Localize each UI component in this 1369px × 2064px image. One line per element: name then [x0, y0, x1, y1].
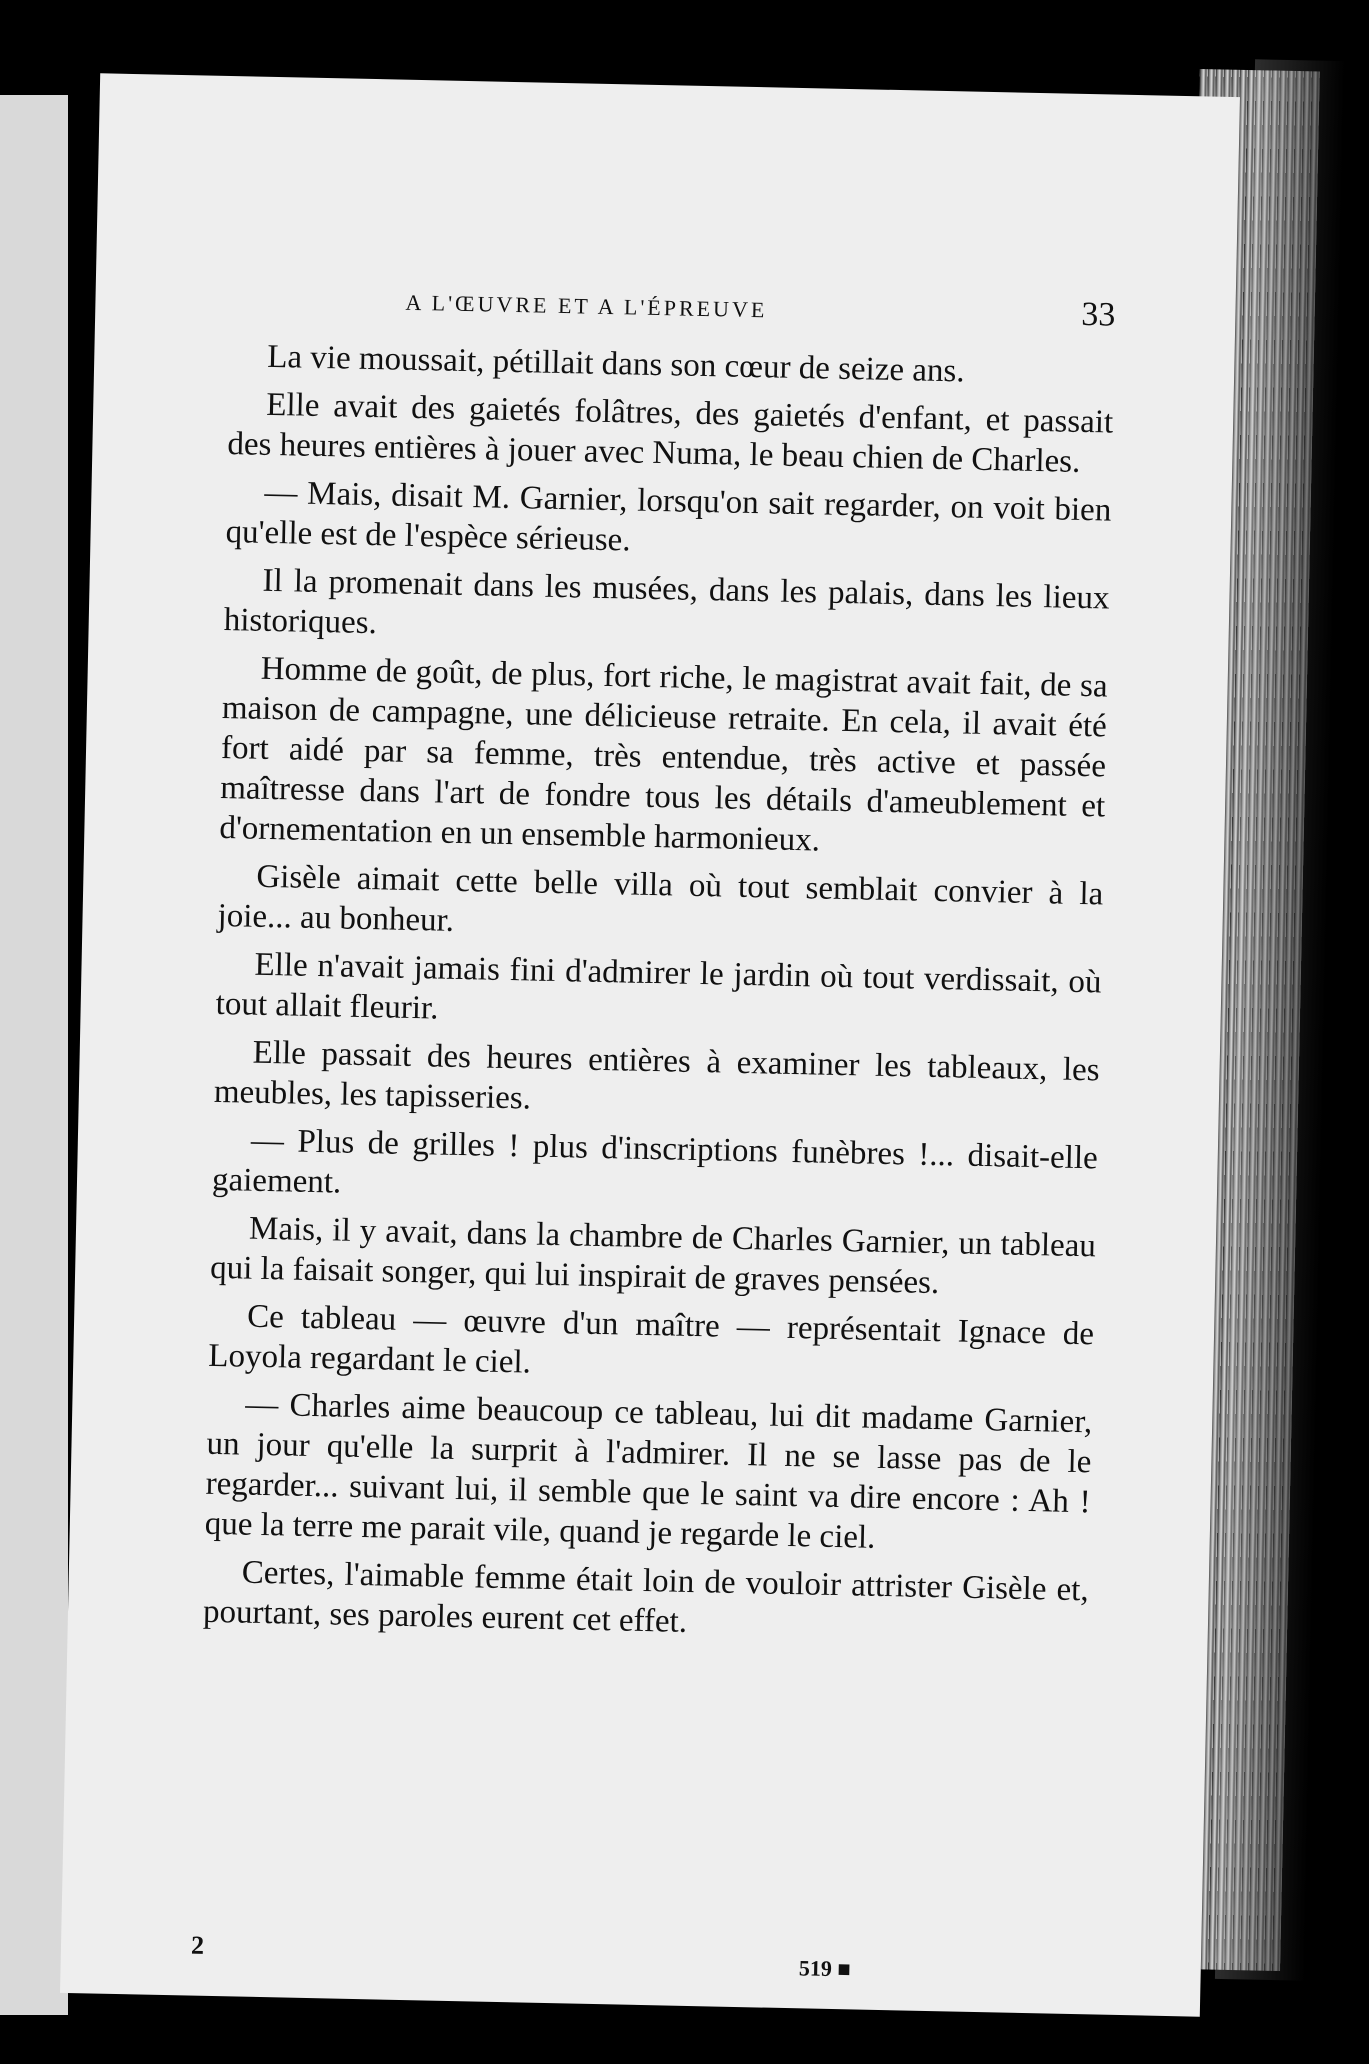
paragraph: — Plus de grilles ! plus d'inscriptions funèbres !... disait-elle gaiement. — [211, 1122, 1099, 1201]
paragraph: Elle avait des gaietés folâtres, des gaietés d'enfant, et passait des heures entières à jouer avec Numa, le beau chien de Charles. — [227, 386, 1114, 480]
paragraph: — Mais, disait M. Garnier, lorsqu'on sait regarder, on voit bien qu'elle est de l'espèce sérieuse. — [225, 474, 1112, 559]
paragraph: Homme de goût, de plus, fort riche, le magistrat avait fait, de sa maison de campagne, une délicieuse retraite. En cela, il avait été fort aidé par sa femme, très entendue, très active et passée maîtresse dans l'art de fondre tous les détails d'ameublement et d'ornementation en un ensemble harmonieux. — [219, 650, 1108, 859]
paragraph: La vie moussait, pétillait dans son cœur de seize ans. — [266, 338, 965, 390]
paragraph: — Charles aime beaucoup ce tableau, lui dit madame Garnier, un jour qu'elle la surprit à l'admirer. Il ne se lasse pas de le regarder... suivant lui, il semble que le saint va dire encore : Ah ! que la terre me parait vile, quand je regarde le ciel. — [204, 1386, 1093, 1556]
page-header — [365, 279, 1116, 345]
page-number: 33 — [1081, 295, 1116, 334]
paragraph: Il la promenait dans les musées, dans les palais, dans les lieux historiques. — [223, 562, 1110, 642]
paragraph: Certes, l'aimable femme était loin de vouloir attrister Gisèle et, pourtant, ses paroles eurent cet effet. — [202, 1554, 1090, 1640]
running-title: A L'ŒUVRE ET A L'ÉPREUVE — [405, 289, 768, 323]
paragraph: Elle n'avait jamais fini d'admirer le jardin où tout verdissait, où tout allait fleurir. — [215, 946, 1102, 1027]
signature-mark: 2 — [190, 1930, 205, 1960]
paragraph: Elle passait des heures entières à examiner les tableaux, les meubles, les tapisseries. — [213, 1034, 1100, 1117]
print-code: 519 ■ — [798, 1955, 851, 1982]
paragraph: Mais, il y avait, dans la chambre de Charles Garnier, un tableau qui la faisait songer, qui lui inspirait de graves pensées. — [209, 1210, 1097, 1302]
facing-page-edge — [0, 95, 68, 2015]
page-footer — [191, 1931, 852, 1985]
body-text — [202, 336, 1114, 1658]
book-page — [60, 73, 1240, 2016]
paragraph: Gisèle aimait cette belle villa où tout semblait convier à la joie... au bonheur. — [217, 858, 1104, 939]
paragraph: Ce tableau — œuvre d'un maître — représentait Ignace de Loyola regardant le ciel. — [208, 1298, 1095, 1381]
